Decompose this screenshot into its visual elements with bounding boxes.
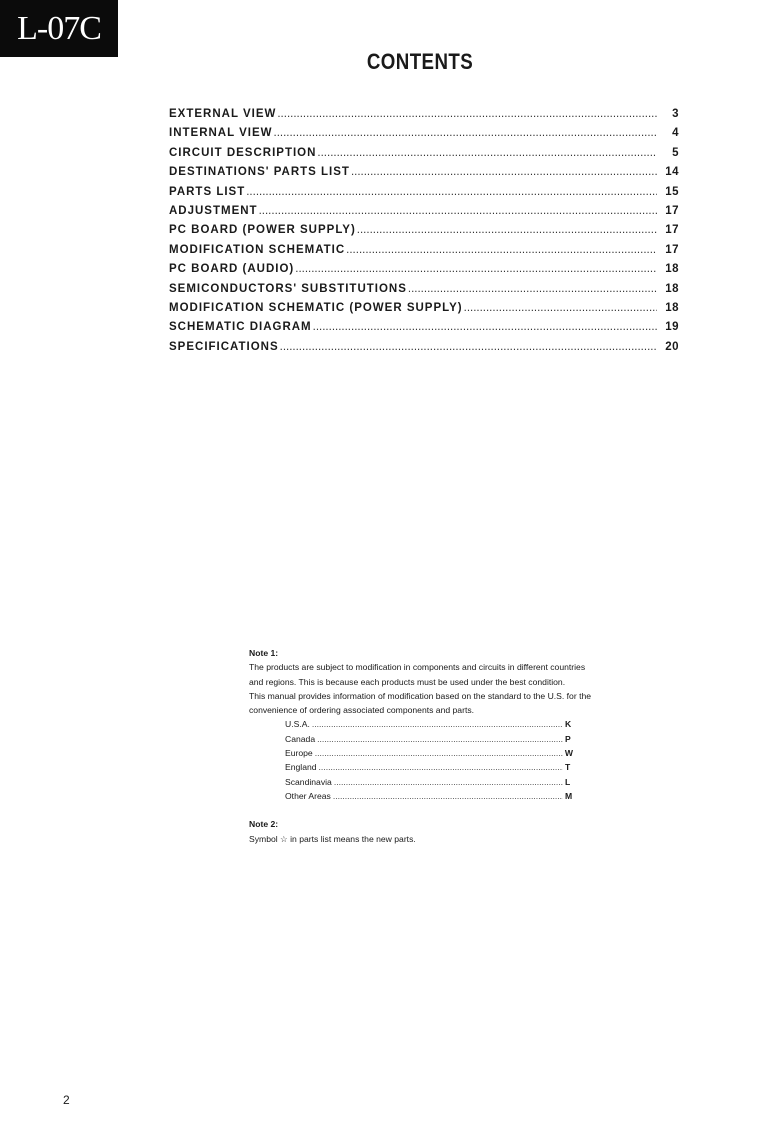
toc-entry[interactable] [169, 341, 679, 360]
toc-page: 19 [665, 321, 679, 334]
toc-label: MODIFICATION SCHEMATIC [169, 243, 346, 256]
toc-entry[interactable] [169, 224, 679, 243]
toc-entry[interactable] [169, 205, 679, 224]
region-code: W [564, 748, 573, 759]
toc-label: SCHEMATIC DIAGRAM [169, 321, 312, 334]
region-code: M [565, 790, 573, 801]
toc-entry[interactable] [169, 166, 679, 185]
dot-leader [346, 244, 657, 256]
dot-leader [464, 302, 657, 314]
region-code: K [565, 719, 572, 730]
toc-label: ADJUSTMENT [169, 204, 258, 217]
toc-page: 3 [672, 108, 679, 120]
toc-label: INTERNAL VIEW [169, 127, 273, 140]
toc-entry[interactable] [169, 283, 679, 302]
region-name: Other Areas [285, 790, 331, 801]
dot-leader [351, 166, 657, 178]
toc-label: DESTINATIONS' PARTS LIST [169, 166, 350, 179]
dot-leader [246, 186, 657, 198]
note1-paragraph: The products are subject to modification in components and circuits in different countries and regions. This is because each products must be used under the best condition. [249, 662, 586, 687]
dot-leader [259, 205, 657, 217]
region-row [285, 732, 573, 746]
dot-leader [313, 321, 657, 333]
toc-entry[interactable] [169, 127, 679, 146]
region-code: T [565, 762, 571, 773]
region-name: Scandinavia [285, 776, 332, 787]
toc-page: 17 [665, 204, 679, 217]
region-name: England [285, 762, 317, 773]
note2-heading: Note 2: [249, 819, 279, 830]
region-row [285, 789, 573, 803]
toc-page: 17 [665, 243, 679, 256]
toc-page: 15 [665, 185, 679, 198]
toc-page: 17 [665, 224, 679, 237]
page-title: CONTENTS [366, 49, 474, 74]
toc-page: 18 [665, 263, 679, 276]
dot-leader [357, 224, 657, 236]
note2-paragraph: Symbol ☆ in parts list means the new parts. [249, 833, 416, 844]
dot-leader [277, 108, 657, 120]
region-row [285, 746, 573, 760]
page-number: 2 [63, 1093, 70, 1107]
dot-leader [319, 760, 563, 774]
dot-leader [333, 789, 563, 803]
region-name: Europe [285, 748, 313, 759]
toc-page: 18 [665, 282, 679, 295]
model-badge-text: L-07C [17, 9, 101, 47]
region-row [285, 760, 573, 774]
dot-leader [317, 732, 563, 746]
region-name: Canada [285, 733, 316, 744]
toc-entry[interactable] [169, 186, 679, 205]
region-code: P [565, 733, 571, 744]
toc-label: PC BOARD (AUDIO) [169, 263, 295, 276]
dot-leader [315, 746, 563, 760]
region-row [285, 717, 573, 731]
toc-entry[interactable] [169, 244, 679, 263]
toc-label: CIRCUIT DESCRIPTION [169, 146, 317, 159]
toc-label: PARTS LIST [169, 185, 246, 198]
toc-label: EXTERNAL VIEW [169, 108, 277, 120]
note1-heading: Note 1: [249, 648, 279, 658]
toc-label: MODIFICATION SCHEMATIC (POWER SUPPLY) [169, 301, 463, 314]
toc-page: 18 [665, 301, 679, 314]
table-of-contents [169, 108, 679, 360]
dot-leader [312, 717, 563, 731]
notes-section [249, 646, 599, 846]
dot-leader [280, 341, 657, 353]
region-row [285, 775, 573, 789]
toc-entry[interactable] [169, 302, 679, 321]
toc-entry[interactable] [169, 108, 679, 127]
dot-leader [295, 263, 657, 275]
toc-label: PC BOARD (POWER SUPPLY) [169, 224, 356, 237]
toc-label: SEMICONDUCTORS' SUBSTITUTIONS [169, 282, 407, 295]
region-code: L [565, 776, 571, 787]
toc-label: SPECIFICATIONS [169, 340, 279, 353]
toc-page: 4 [672, 127, 679, 140]
toc-entry[interactable] [169, 147, 679, 166]
dot-leader [274, 127, 657, 139]
toc-page: 5 [672, 146, 679, 159]
dot-leader [317, 147, 657, 159]
region-code-list [285, 717, 573, 803]
note1-paragraph-2: This manual provides information of modification based on the standard to the U.S. for the convenience of ordering associated components and parts. [249, 690, 592, 716]
region-name: U.S.A. [285, 719, 310, 730]
toc-page: 20 [665, 340, 679, 353]
dot-leader [408, 283, 657, 295]
toc-page: 14 [665, 166, 679, 179]
toc-entry[interactable] [169, 321, 679, 340]
toc-entry[interactable] [169, 263, 679, 282]
dot-leader [334, 775, 563, 789]
